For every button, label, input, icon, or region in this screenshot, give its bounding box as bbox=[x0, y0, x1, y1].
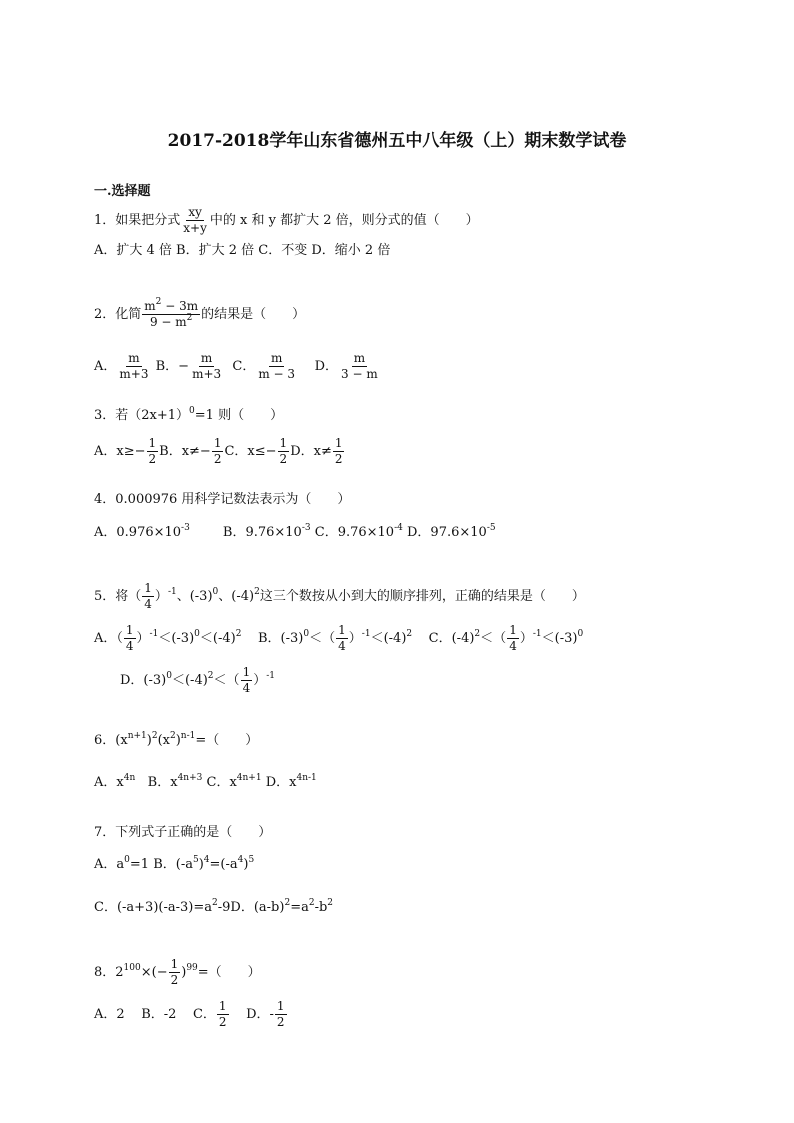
question-6: 6．$(x^{n+1})^2(x^2)^{n-1}=$（ ） bbox=[94, 731, 259, 748]
q3-b-fraction: $\frac{1}{2}$ bbox=[213, 436, 222, 466]
q5-fraction: $\frac{1}{4}$ bbox=[144, 581, 152, 611]
q5-option-d: D．$(-3)^0<(-4)^2<$（ $\frac{1}{4}$ ）$^{-1}$ bbox=[120, 665, 275, 695]
q3-a-fraction: $\frac{1}{2}$ bbox=[148, 436, 157, 466]
q4-option-a: A．$0.976\times 10^{-3}$ bbox=[94, 523, 190, 540]
q3-options bbox=[94, 437, 345, 466]
q5-options-row1 bbox=[94, 624, 583, 653]
q4-option-c: C．$9.76\times 10^{-4}$ bbox=[314, 523, 403, 540]
q8-option-c: C． $\frac{1}{2}$ bbox=[192, 999, 227, 1029]
q4-option-b: B．$9.76\times 10^{-3}$ bbox=[222, 523, 311, 540]
q8-options bbox=[94, 1000, 288, 1029]
q3-option-c: C．x≤− bbox=[224, 444, 277, 459]
q7-option-b: B．$(-a^5)^4=(-a^4)^5$ bbox=[153, 855, 255, 872]
q2-b-fraction: $\frac{m}{m+3}$ bbox=[192, 351, 222, 381]
q1-options: A．扩大 4 倍 B．扩大 2 倍 C．不变 D．缩小 2 倍 bbox=[94, 243, 391, 258]
q6-option-b: B．$x^{4n+3}$ bbox=[147, 773, 203, 790]
q4-options bbox=[94, 525, 496, 541]
page-title: 2017-2018学年山东省德州五中八年级（上）期末数学试卷 bbox=[167, 131, 627, 151]
q2-stem-pre: 2．化简 bbox=[94, 307, 142, 322]
q6-option-c: C．$x^{4n+1}$ bbox=[206, 773, 262, 790]
q2-fraction bbox=[142, 297, 200, 329]
q7-option-c: C．$(-a+3)(-a-3)=a^2-9$ bbox=[94, 898, 231, 915]
q5-option-c: C．$(-4)^2<$（ $\frac{1}{4}$ ）$^{-1}<(-3)^0$ bbox=[428, 623, 584, 653]
q2-fraction-num: $m^2 - 3m$ bbox=[144, 297, 199, 313]
q4-option-d: D．$97.6\times 10^{-5}$ bbox=[407, 523, 496, 540]
q8-option-d: D．- $\frac{1}{2}$ bbox=[246, 999, 285, 1029]
question-7: 7．下列式子正确的是（ ） bbox=[94, 825, 272, 840]
q5-option-b: B．$(-3)^0<$（ $\frac{1}{4}$ ）$^{-1}<(-4)^2$ bbox=[257, 623, 413, 653]
q2-option-b: B．− bbox=[155, 359, 190, 374]
q3-option-a: A．x≥− bbox=[94, 444, 146, 459]
q6-option-a: A．$x^{4n}$ bbox=[94, 773, 136, 790]
section-heading: 一.选择题 bbox=[94, 184, 151, 199]
q1-fraction-num: xy bbox=[188, 205, 202, 219]
q2-d-fraction: $\frac{m}{3 - m}$ bbox=[341, 351, 378, 381]
q8-fraction: $\frac{1}{2}$ bbox=[170, 957, 179, 987]
question-2 bbox=[94, 297, 306, 329]
q8-option-a: A．2 bbox=[94, 1007, 125, 1022]
q3-d-fraction: $\frac{1}{2}$ bbox=[334, 436, 343, 466]
q8-option-b: B．-2 bbox=[141, 1007, 177, 1022]
question-1 bbox=[94, 206, 479, 235]
q2-options bbox=[94, 352, 381, 381]
q3-option-d: D．x≠ bbox=[290, 444, 332, 459]
question-4: 4．0.000976 用科学记数法表示为（ ） bbox=[94, 492, 351, 507]
q1-stem-post: 中的 x 和 y 都扩大 2 倍，则分式的值（ ） bbox=[209, 213, 479, 228]
q2-option-c: C． bbox=[232, 359, 256, 374]
q2-option-d: D． bbox=[314, 359, 339, 374]
q2-c-fraction: $\frac{m}{m - 3}$ bbox=[258, 351, 296, 381]
q7-options-row2 bbox=[94, 900, 333, 916]
q2-stem-post: 的结果是（ ） bbox=[201, 307, 306, 322]
q5-option-a: A．（ $\frac{1}{4}$ ）$^{-1}<(-3)^0<(-4)^2$ bbox=[94, 623, 242, 653]
q1-fraction-den: x+y bbox=[183, 221, 207, 235]
q6-option-d: D．$x^{4n-1}$ bbox=[265, 773, 317, 790]
q2-fraction-den: $9 - m^2$ bbox=[149, 313, 193, 329]
q7-options-row1 bbox=[94, 857, 254, 873]
question-3: 3．若$(2x+1)^0=1$ 则（ ） bbox=[94, 406, 284, 423]
q7-option-d: D．$(a-b)^2=a^2-b^2$ bbox=[230, 898, 334, 915]
q1-fraction bbox=[181, 206, 209, 235]
q5-options-row2 bbox=[120, 666, 275, 695]
q6-options bbox=[94, 775, 317, 791]
q3-option-b: B．x≠− bbox=[159, 444, 211, 459]
q1-stem-pre: 1．如果把分式 bbox=[94, 213, 181, 228]
q3-c-fraction: $\frac{1}{2}$ bbox=[279, 436, 288, 466]
q7-option-a: A．$a^0=1$ bbox=[94, 855, 150, 872]
q2-a-fraction: $\frac{m}{m+3}$ bbox=[119, 351, 149, 381]
q2-option-a: A． bbox=[94, 359, 117, 374]
question-5: 5．将（ $\frac{1}{4}$ ）$^{-1}$、$(-3)^0$、$(-4)^2$这三个数按从小到大的顺序排列，正确的结果是（ ） bbox=[94, 581, 585, 611]
question-8: 8．$2^{100}\times(-$ $\frac{1}{2}$ )$^{99}$=（ ） bbox=[94, 957, 261, 987]
